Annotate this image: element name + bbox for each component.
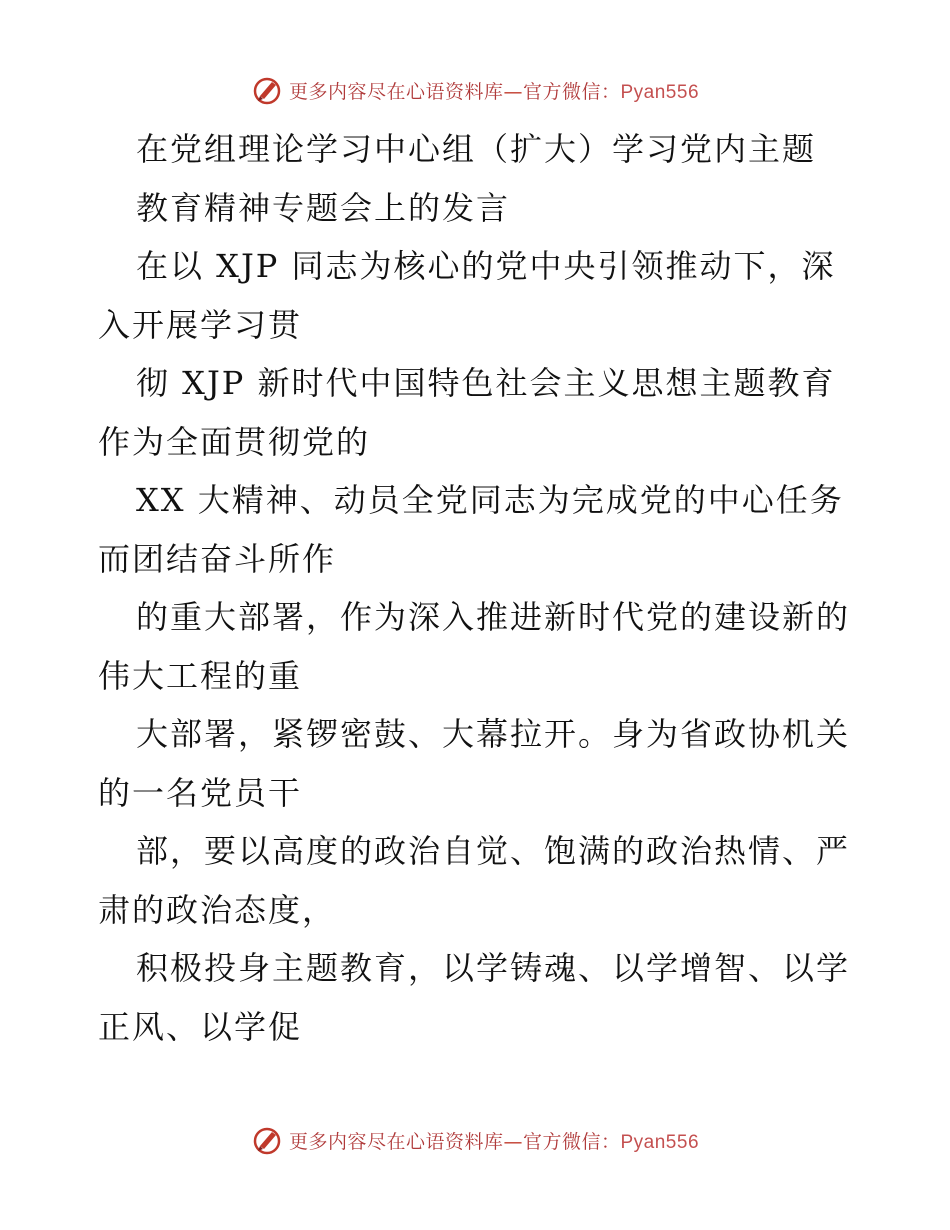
document-line: 入开展学习贯	[98, 305, 303, 344]
watermark-wechat-label: 官方微信：	[522, 1130, 621, 1153]
watermark-brand: 更多内容尽在心语资料库	[288, 1130, 504, 1153]
document-line: 部，要以高度的政治自觉、饱满的政治热情、严	[136, 832, 851, 870]
document-line: 正风、以学促	[98, 1007, 303, 1046]
document-line: XX 大精神、动员全党同志为完成党的中心任务	[136, 481, 844, 519]
watermark-wechat-id: Pyan556	[620, 1131, 700, 1153]
document-line: 彻 XJP 新时代中国特色社会主义思想主题教育	[136, 364, 836, 402]
document-line: 的一名党员干	[98, 773, 303, 812]
document-line: 肃的政治态度，	[98, 890, 337, 929]
document-line: 大部署，紧锣密鼓、大幕拉开。身为省政协机关	[136, 715, 851, 753]
document-line: 而团结奋斗所作	[98, 539, 337, 578]
watermark-dash: —	[503, 80, 523, 103]
pen-logo-icon	[251, 74, 283, 106]
watermark-brand: 更多内容尽在心语资料库	[288, 80, 504, 103]
pen-logo-icon	[251, 1124, 283, 1156]
footer-watermark	[0, 1122, 950, 1158]
document-line: 的重大部署，作为深入推进新时代党的建设新的	[136, 598, 851, 636]
header-watermark	[0, 72, 950, 108]
document-line: 作为全面贯彻党的	[98, 422, 371, 461]
document-line: 积极投身主题教育，以学铸魂、以学增智、以学	[136, 949, 851, 987]
document-line: 伟大工程的重	[98, 656, 303, 695]
watermark-wechat-label: 官方微信：	[522, 80, 621, 103]
document-line: 教育精神专题会上的发言	[136, 188, 511, 227]
watermark-wechat-id: Pyan556	[620, 81, 700, 103]
document-line: 在党组理论学习中心组（扩大）学习党内主题	[136, 130, 817, 168]
watermark-text	[289, 77, 699, 104]
document-line: 在以 XJP 同志为核心的党中央引领推动下，深	[136, 247, 836, 285]
watermark-text	[289, 1127, 699, 1154]
watermark-dash: —	[503, 1130, 523, 1153]
document-body	[98, 120, 858, 1056]
